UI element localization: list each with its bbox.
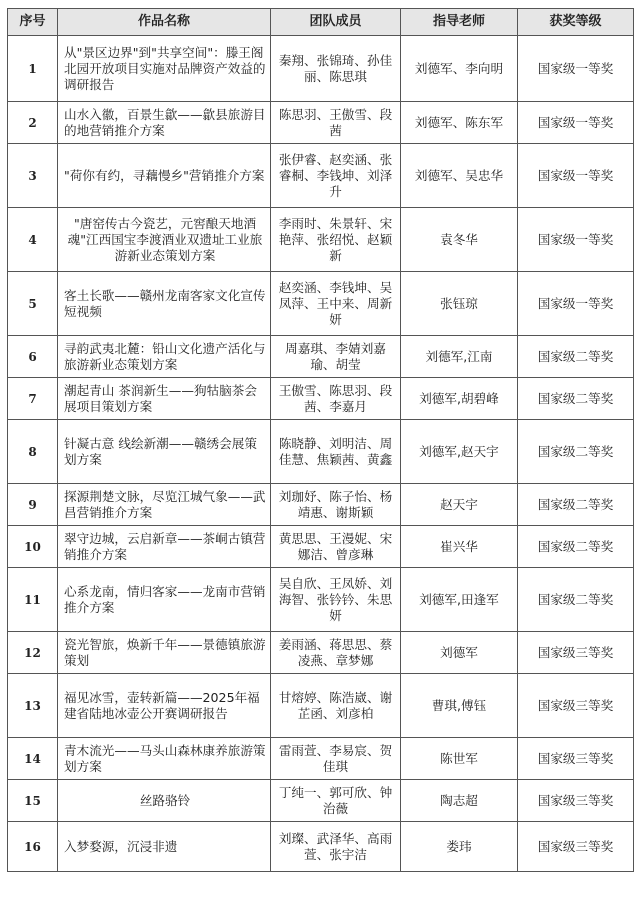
awards-table	[7, 8, 634, 872]
table-row	[8, 822, 634, 872]
cell-num: 15	[8, 780, 58, 822]
cell-num: 10	[8, 526, 58, 568]
table-row	[8, 526, 634, 568]
cell-advisor: 娄玮	[401, 822, 518, 872]
cell-advisor: 陈世军	[401, 738, 518, 780]
cell-award: 国家级三等奖	[518, 738, 634, 780]
cell-award: 国家级三等奖	[518, 822, 634, 872]
cell-num: 14	[8, 738, 58, 780]
cell-advisor: 陶志超	[401, 780, 518, 822]
cell-num: 11	[8, 568, 58, 632]
cell-award: 国家级一等奖	[518, 144, 634, 208]
cell-name: 入梦婺源，沉浸非遗	[58, 822, 271, 872]
cell-num: 7	[8, 378, 58, 420]
cell-advisor: 刘德军,胡碧峰	[401, 378, 518, 420]
cell-name: 心系龙南，情归客家——龙南市营销推介方案	[58, 568, 271, 632]
table-row	[8, 208, 634, 272]
table-row	[8, 674, 634, 738]
cell-members: 甘熔婷、陈浩崴、谢芷函、刘彦柏	[271, 674, 401, 738]
cell-advisor: 袁冬华	[401, 208, 518, 272]
cell-award: 国家级一等奖	[518, 36, 634, 102]
cell-award: 国家级二等奖	[518, 568, 634, 632]
cell-advisor: 张钰琼	[401, 272, 518, 336]
cell-name: 针凝古意 线绘新潮——赣绣会展策划方案	[58, 420, 271, 484]
cell-award: 国家级二等奖	[518, 420, 634, 484]
cell-members: 周嘉琪、李婧刘嘉瑜、胡莹	[271, 336, 401, 378]
cell-name: 潮起青山 茶润新生——狗牯脑茶会展项目策划方案	[58, 378, 271, 420]
cell-num: 6	[8, 336, 58, 378]
cell-name: "荷你有约，寻藕慢乡"营销推介方案	[58, 144, 271, 208]
cell-members: 张伊睿、赵奕涵、张睿桐、李钱坤、刘泽升	[271, 144, 401, 208]
cell-name: 客土长歌——赣州龙南客家文化宣传短视频	[58, 272, 271, 336]
cell-award: 国家级二等奖	[518, 336, 634, 378]
header-members: 团队成员	[271, 9, 401, 36]
cell-advisor: 刘德军	[401, 632, 518, 674]
cell-members: 姜雨涵、蒋思思、蔡凌燕、章梦娜	[271, 632, 401, 674]
table-row	[8, 272, 634, 336]
cell-advisor: 刘德军,江南	[401, 336, 518, 378]
cell-advisor: 刘德军、李向明	[401, 36, 518, 102]
cell-num: 8	[8, 420, 58, 484]
cell-award: 国家级二等奖	[518, 378, 634, 420]
cell-num: 5	[8, 272, 58, 336]
header-name: 作品名称	[58, 9, 271, 36]
cell-name: 从"景区边界"到"共享空间"：滕王阁北园开放项目实施对品牌资产效益的调研报告	[58, 36, 271, 102]
cell-members: 秦翔、张锦琦、孙佳丽、陈思琪	[271, 36, 401, 102]
cell-advisor: 刘德军、陈东军	[401, 102, 518, 144]
table-row	[8, 336, 634, 378]
cell-num: 2	[8, 102, 58, 144]
table-header-row	[8, 9, 634, 36]
cell-name: 瓷光智旅，焕新千年——景德镇旅游策划	[58, 632, 271, 674]
cell-members: 王傲雪、陈思羽、段茜、李嘉月	[271, 378, 401, 420]
cell-name: 翠守边城，云启新章——茶峒古镇营销推介方案	[58, 526, 271, 568]
table-row	[8, 378, 634, 420]
cell-name: 探源荆楚文脉，尽览江城气象——武昌营销推介方案	[58, 484, 271, 526]
cell-members: 吴自欣、王凤娇、刘海智、张钤钤、朱思妍	[271, 568, 401, 632]
header-advisor: 指导老师	[401, 9, 518, 36]
cell-award: 国家级一等奖	[518, 272, 634, 336]
cell-award: 国家级三等奖	[518, 674, 634, 738]
cell-members: 丁纯一、郭可欣、钟治薇	[271, 780, 401, 822]
table-row	[8, 144, 634, 208]
cell-num: 13	[8, 674, 58, 738]
header-award: 获奖等级	[518, 9, 634, 36]
cell-num: 4	[8, 208, 58, 272]
table-row	[8, 780, 634, 822]
table-row	[8, 568, 634, 632]
header-num: 序号	[8, 9, 58, 36]
cell-advisor: 曹琪,傅钰	[401, 674, 518, 738]
cell-num: 9	[8, 484, 58, 526]
cell-award: 国家级三等奖	[518, 780, 634, 822]
cell-members: 陈晓静、刘明洁、周佳慧、焦颖茜、黄鑫	[271, 420, 401, 484]
cell-name: 寻韵武夷北麓：铅山文化遗产活化与旅游新业态策划方案	[58, 336, 271, 378]
cell-members: 刘珈妤、陈子怡、杨靖惠、谢斯颖	[271, 484, 401, 526]
cell-award: 国家级一等奖	[518, 102, 634, 144]
cell-num: 16	[8, 822, 58, 872]
table-row	[8, 102, 634, 144]
table-row	[8, 484, 634, 526]
cell-name: 山水入徽，百景生歙——歙县旅游目的地营销推介方案	[58, 102, 271, 144]
cell-members: 雷雨萱、李易宸、贺佳琪	[271, 738, 401, 780]
table-row	[8, 632, 634, 674]
cell-advisor: 刘德军,赵天宇	[401, 420, 518, 484]
cell-award: 国家级二等奖	[518, 484, 634, 526]
cell-num: 12	[8, 632, 58, 674]
cell-name: 福见冰雪，壶转新篇——2025年福建省陆地冰壶公开赛调研报告	[58, 674, 271, 738]
cell-name: 丝路骆铃	[58, 780, 271, 822]
cell-advisor: 赵天宇	[401, 484, 518, 526]
table-row	[8, 420, 634, 484]
cell-members: 李雨时、朱景轩、宋艳萍、张绍悦、赵颖新	[271, 208, 401, 272]
cell-name: 青木流光——马头山森林康养旅游策划方案	[58, 738, 271, 780]
cell-advisor: 刘德军,田逢军	[401, 568, 518, 632]
cell-award: 国家级二等奖	[518, 526, 634, 568]
table-row	[8, 36, 634, 102]
table-row	[8, 738, 634, 780]
cell-members: 刘璨、武泽华、高雨萱、张宇洁	[271, 822, 401, 872]
awards-table-container	[7, 8, 633, 872]
cell-advisor: 崔兴华	[401, 526, 518, 568]
cell-name: "唐窑传古今瓷艺，元窖酿天地酒魂"江西国宝李渡酒业双遗址工业旅游新业态策划方案	[58, 208, 271, 272]
cell-members: 黄思思、王漫妮、宋娜洁、曾彦琳	[271, 526, 401, 568]
cell-advisor: 刘德军、吴忠华	[401, 144, 518, 208]
cell-members: 陈思羽、王傲雪、段茜	[271, 102, 401, 144]
cell-members: 赵奕涵、李钱坤、吴凤萍、王中来、周新妍	[271, 272, 401, 336]
cell-num: 3	[8, 144, 58, 208]
cell-num: 1	[8, 36, 58, 102]
cell-award: 国家级三等奖	[518, 632, 634, 674]
cell-award: 国家级一等奖	[518, 208, 634, 272]
